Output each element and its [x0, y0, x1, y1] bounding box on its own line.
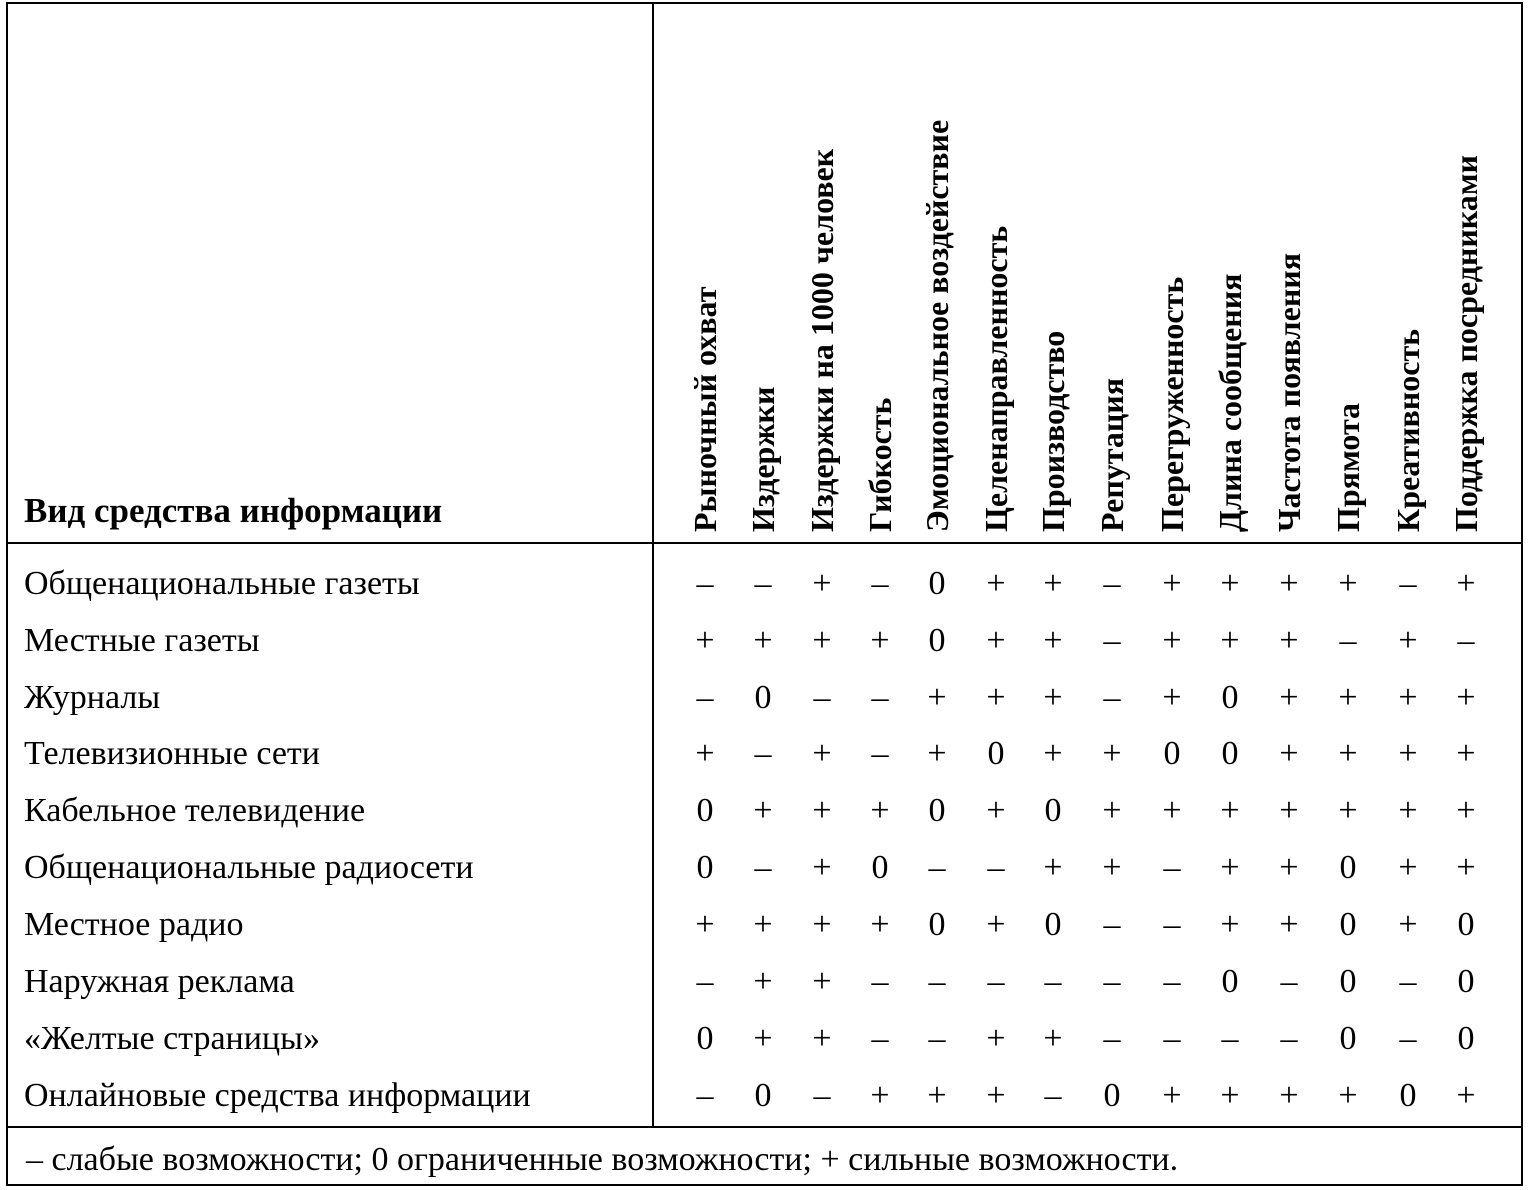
rating-cell: +	[986, 1020, 1006, 1057]
row-label: Общенациональные радиосети	[24, 849, 474, 886]
column-header-label: Частота появления	[1271, 252, 1307, 532]
rating-cell: –	[1163, 906, 1181, 943]
rating-cell: –	[987, 963, 1005, 1000]
rating-cell: 0	[928, 792, 946, 829]
rating-cell: 0	[1339, 1020, 1357, 1057]
rating-cell: +	[812, 963, 832, 1000]
column-header-label: Креативность	[1390, 328, 1426, 532]
rating-cell: –	[1339, 622, 1357, 659]
rating-cell: +	[1220, 565, 1240, 602]
rating-cell: +	[986, 565, 1006, 602]
rating-cell: +	[1162, 679, 1182, 716]
column-header	[1270, 10, 1308, 532]
rating-cell: +	[1279, 622, 1299, 659]
rating-cell: –	[696, 565, 714, 602]
rating-cell: +	[753, 1020, 773, 1057]
rating-cell: –	[1280, 1020, 1298, 1057]
rating-cell: +	[870, 622, 890, 659]
rating-cell: –	[987, 849, 1005, 886]
column-divider	[652, 2, 654, 1128]
rating-cell: +	[1456, 792, 1476, 829]
rating-cell: 0	[1044, 906, 1062, 943]
rating-cell: –	[1103, 565, 1121, 602]
column-header-label: Репутация	[1094, 377, 1130, 532]
rating-cell: 0	[754, 679, 772, 716]
rating-cell: +	[1102, 735, 1122, 772]
column-header	[1093, 10, 1131, 532]
rating-cell: –	[754, 735, 772, 772]
column-header	[1447, 10, 1485, 532]
column-header	[1211, 10, 1249, 532]
rating-cell: 0	[754, 1077, 772, 1114]
rating-cell: –	[1399, 963, 1417, 1000]
rating-cell: 0	[696, 792, 714, 829]
rating-cell: +	[870, 906, 890, 943]
rating-cell: +	[1456, 1077, 1476, 1114]
rating-cell: 0	[1457, 963, 1475, 1000]
rating-cell: +	[1220, 906, 1240, 943]
rating-cell: –	[1103, 622, 1121, 659]
rating-cell: +	[1398, 906, 1418, 943]
rating-cell: –	[1103, 906, 1121, 943]
rating-cell: +	[986, 679, 1006, 716]
rating-cell: –	[1280, 963, 1298, 1000]
rating-cell: +	[1279, 1077, 1299, 1114]
row-label: Кабельное телевидение	[24, 792, 366, 829]
rating-cell: 0	[1221, 963, 1239, 1000]
rating-cell: +	[1162, 792, 1182, 829]
rating-cell: –	[696, 1077, 714, 1114]
rating-cell: +	[695, 622, 715, 659]
rating-cell: +	[1338, 679, 1358, 716]
rating-cell: +	[1279, 679, 1299, 716]
rating-cell: +	[986, 1077, 1006, 1114]
column-header	[977, 10, 1015, 532]
column-header-label: Гибкость	[862, 397, 898, 532]
row-label: Журналы	[24, 679, 161, 716]
rating-cell: +	[753, 792, 773, 829]
rating-cell: +	[870, 792, 890, 829]
column-header-label: Эмоциональное воздействие	[919, 119, 955, 532]
rating-cell: +	[1279, 792, 1299, 829]
rating-cell: +	[1162, 1077, 1182, 1114]
rating-cell: +	[1220, 792, 1240, 829]
rating-cell: +	[1338, 792, 1358, 829]
column-header-label: Перегруженность	[1154, 276, 1190, 532]
rating-cell: +	[1043, 622, 1063, 659]
rating-cell: +	[1456, 849, 1476, 886]
rating-cell: –	[871, 679, 889, 716]
rating-cell: +	[1398, 792, 1418, 829]
rating-cell: +	[986, 622, 1006, 659]
row-label: Наружная реклама	[24, 963, 295, 1000]
rating-cell: +	[812, 735, 832, 772]
rating-cell: 0	[1221, 679, 1239, 716]
row-label: Онлайновые средства информации	[24, 1077, 531, 1114]
rating-cell: 0	[696, 1020, 714, 1057]
rating-cell: 0	[1457, 1020, 1475, 1057]
rating-cell: 0	[1163, 735, 1181, 772]
rating-cell: +	[695, 906, 715, 943]
column-header-label: Рыночный охват	[687, 286, 723, 532]
rating-cell: –	[754, 565, 772, 602]
rating-cell: 0	[1339, 906, 1357, 943]
rating-cell: +	[986, 906, 1006, 943]
rating-cell: –	[813, 679, 831, 716]
column-header	[1153, 10, 1191, 532]
column-header-label: Издержки	[745, 386, 781, 532]
legend-note: – слабые возможности; 0 ограниченные возможности; + сильные возможности.	[26, 1141, 1179, 1178]
rating-cell: 0	[1399, 1077, 1417, 1114]
rating-cell: 0	[1103, 1077, 1121, 1114]
rating-cell: –	[1103, 679, 1121, 716]
header-divider	[6, 542, 1523, 544]
rating-cell: +	[1043, 1020, 1063, 1057]
rating-cell: +	[812, 849, 832, 886]
row-label: «Желтые страницы»	[24, 1020, 320, 1057]
footer-divider	[6, 1126, 1523, 1128]
rating-cell: 0	[871, 849, 889, 886]
rating-cell: +	[753, 622, 773, 659]
rating-cell: +	[753, 963, 773, 1000]
rating-cell: +	[812, 792, 832, 829]
rating-cell: +	[1043, 679, 1063, 716]
rating-cell: +	[1398, 735, 1418, 772]
rating-cell: +	[1279, 735, 1299, 772]
rating-cell: –	[1044, 1077, 1062, 1114]
column-header-label: Производство	[1035, 330, 1071, 532]
row-label: Общенациональные газеты	[24, 565, 420, 602]
rating-cell: +	[812, 622, 832, 659]
rating-cell: +	[1220, 622, 1240, 659]
column-header	[1034, 10, 1072, 532]
rating-cell: –	[1221, 1020, 1239, 1057]
rating-cell: –	[928, 849, 946, 886]
rating-cell: 0	[1339, 963, 1357, 1000]
rating-cell: +	[1456, 679, 1476, 716]
rating-cell: –	[871, 565, 889, 602]
rating-cell: –	[1457, 622, 1475, 659]
rating-cell: 0	[696, 849, 714, 886]
column-header-label: Прямота	[1330, 402, 1366, 532]
rating-cell: +	[1102, 792, 1122, 829]
rating-cell: –	[1044, 963, 1062, 1000]
column-header-label: Поддержка посредниками	[1448, 155, 1484, 532]
rating-cell: +	[695, 735, 715, 772]
rating-cell: –	[696, 963, 714, 1000]
rating-cell: –	[928, 1020, 946, 1057]
rating-cell: 0	[928, 622, 946, 659]
rating-cell: +	[927, 1077, 947, 1114]
rating-cell: +	[986, 792, 1006, 829]
rating-cell: –	[1163, 1020, 1181, 1057]
rating-cell: –	[871, 963, 889, 1000]
rating-cell: +	[1043, 565, 1063, 602]
rating-cell: +	[1338, 1077, 1358, 1114]
column-header	[861, 10, 899, 532]
rating-cell: +	[1338, 565, 1358, 602]
rating-cell: +	[1456, 735, 1476, 772]
rating-cell: 0	[1044, 792, 1062, 829]
rating-cell: +	[1043, 735, 1063, 772]
column-header	[1329, 10, 1367, 532]
rating-cell: 0	[1339, 849, 1357, 886]
rating-cell: +	[1398, 622, 1418, 659]
rating-cell: +	[753, 906, 773, 943]
rating-cell: 0	[928, 906, 946, 943]
rating-cell: –	[928, 963, 946, 1000]
rating-cell: +	[812, 906, 832, 943]
rating-cell: 0	[928, 565, 946, 602]
rating-cell: +	[1456, 565, 1476, 602]
rating-cell: +	[1220, 1077, 1240, 1114]
row-label: Местное радио	[24, 906, 244, 943]
rating-cell: +	[927, 735, 947, 772]
rating-cell: 0	[1221, 735, 1239, 772]
rating-cell: +	[1162, 622, 1182, 659]
rating-cell: +	[1398, 849, 1418, 886]
rating-cell: +	[1398, 679, 1418, 716]
rating-cell: –	[1103, 1020, 1121, 1057]
rating-cell: –	[1163, 963, 1181, 1000]
column-header	[1389, 10, 1427, 532]
rating-cell: –	[871, 735, 889, 772]
rating-cell: +	[1162, 565, 1182, 602]
rating-cell: –	[696, 679, 714, 716]
column-header	[918, 10, 956, 532]
rating-cell: +	[1279, 849, 1299, 886]
column-header	[744, 10, 782, 532]
rating-cell: +	[1043, 849, 1063, 886]
rating-cell: –	[1399, 1020, 1417, 1057]
rating-cell: +	[870, 1077, 890, 1114]
rating-cell: +	[812, 1020, 832, 1057]
rating-cell: +	[1102, 849, 1122, 886]
rating-cell: –	[871, 1020, 889, 1057]
rating-cell: 0	[1457, 906, 1475, 943]
column-header	[686, 10, 724, 532]
corner-header: Вид средства информации	[24, 491, 443, 530]
rating-cell: +	[1220, 849, 1240, 886]
column-header	[803, 10, 841, 532]
rating-cell: 0	[987, 735, 1005, 772]
rating-cell: +	[1279, 565, 1299, 602]
rating-cell: –	[1399, 565, 1417, 602]
column-header-label: Длина сообщения	[1212, 273, 1248, 532]
rating-cell: –	[754, 849, 772, 886]
rating-cell: +	[1338, 735, 1358, 772]
rating-cell: +	[812, 565, 832, 602]
rating-cell: +	[1279, 906, 1299, 943]
column-header-label: Целенаправленность	[978, 225, 1014, 532]
rating-cell: –	[1103, 963, 1121, 1000]
rating-cell: –	[813, 1077, 831, 1114]
column-header-label: Издержки на 1000 человек	[804, 148, 840, 532]
rating-cell: –	[1163, 849, 1181, 886]
row-label: Местные газеты	[24, 622, 260, 659]
row-label: Телевизионные сети	[24, 735, 320, 772]
rating-cell: +	[927, 679, 947, 716]
